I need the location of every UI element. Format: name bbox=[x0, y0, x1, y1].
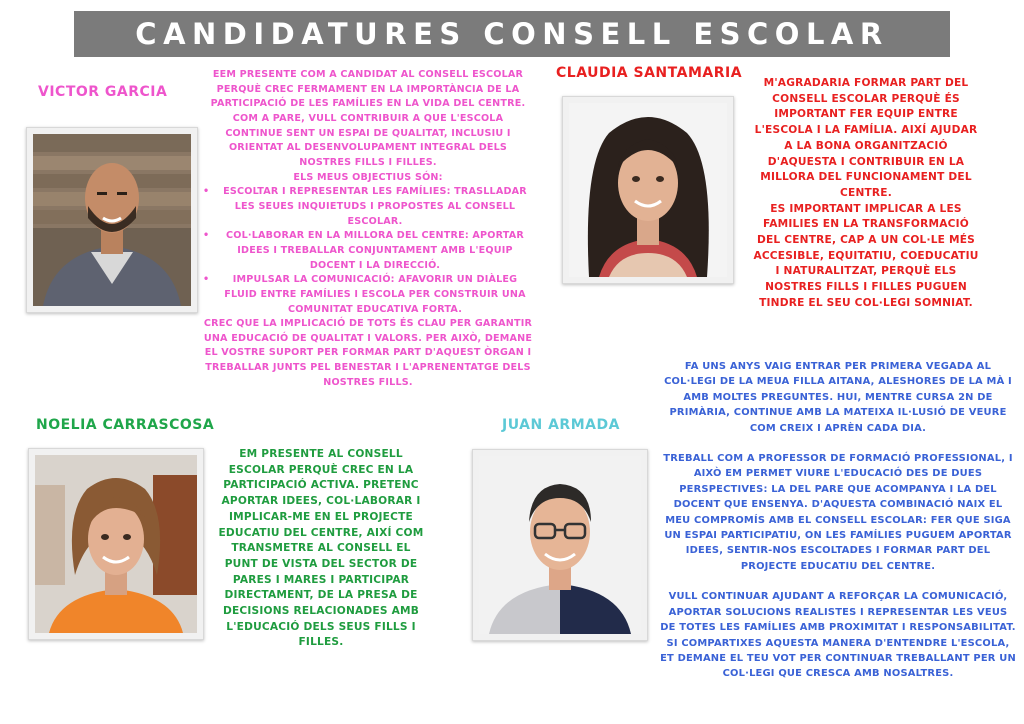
juan-paragraph-1: FA UNS ANYS VAIG ENTRAR PER PRIMERA VEGADA AL COL·LEGI DE LA MEUA FILLA AITANA, ALESHORES DE LA MÀ I AMB MOLTES PREGUNTES. HUI, MENTRE CURSA 2N DE PRIMÀRIA, CONTINUE AMB LA MATEIXA IL·LUSIÓ DE VEURE COM CREIX I APRÈN CADA DIA. bbox=[664, 361, 1012, 434]
bullet-icon: • bbox=[203, 186, 210, 198]
juan-paragraph-3: VULL CONTINUAR AJUDANT A REFORÇAR LA COMUNICACIÓ, APORTAR SOLUCIONS REALISTES I REPRESENTAR LES VEUS DE TOTES LES FAMÍLIES AMB PROXIMITAT I RESPONSABILITAT. SI COMPARTIXES AQUESTA MANERA D'ENTENDRE L'ESCOLA, ET DEMANE EL TEU VOT PER CONTINUAR TREBALLANT PER UN COL·LEGI QUE CRESCA AMB NOSALTRES. bbox=[660, 591, 1016, 680]
victor-objectives-list bbox=[203, 185, 533, 317]
victor-objectives-heading: ELS MEUS OBJECTIUS SÓN: bbox=[293, 171, 443, 183]
list-item: • ESCOLTAR I REPRESENTAR LES FAMÍLIES: TRASLLADAR LES SEUES INQUIETUDS I PROPOSTES AL CONSELL ESCOLAR. bbox=[203, 186, 527, 227]
photo-victor bbox=[26, 127, 198, 313]
candidate-name-victor: VICTOR GARCIA bbox=[38, 84, 168, 100]
bullet-icon: • bbox=[203, 274, 210, 286]
bullet-icon: • bbox=[203, 230, 210, 242]
photo-claudia bbox=[562, 96, 734, 284]
page-title: CANDIDATURES CONSELL ESCOLAR bbox=[74, 11, 950, 57]
list-item: • IMPULSAR LA COMUNICACIÓ: AFAVORIR UN DIÀLEG FLUID ENTRE FAMÍLIES I ESCOLA PER CONSTRUIR UNA COMUNITAT EDUCATIVA FORTA. bbox=[203, 274, 526, 315]
candidate-text-victor bbox=[203, 68, 533, 390]
victor-closing: CREC QUE LA IMPLICACIÓ DE TOTS ÉS CLAU PER GARANTIR UNA EDUCACIÓ DE QUALITAT I VALORS. PER AIXÒ, DEMANE EL VOSTRE SUPORT PER FORMAR PART D'AQUEST ÒRGAN I TREBALLAR JUNTS PEL BENESTAR I L'APRENENTATGE DELS NOSTRES FILLS. bbox=[203, 318, 533, 388]
candidate-text-juan bbox=[660, 359, 1016, 682]
photo-noelia bbox=[28, 448, 204, 640]
candidate-text-noelia: EM PRESENTE AL CONSELL ESCOLAR PERQUÈ CREC EN LA PARTICIPACIÓ ACTIVA. PRETENC APORTAR IDEES, COL·LABORAR I IMPLICAR-ME EN EL PROJECTE EDUCATIU DEL CENTRE, AIXÍ COM TRANSMETRE AL CONSELL EL PUNT DE VISTA DEL SECTOR DE PARES I MARES I PARTICIPAR DIRECTAMENT, DE LA PRESA DE DECISIONS RELACIONADES AMB L'EDUCACIÓ DELS SEUS FILLS I FILLES. bbox=[218, 448, 424, 649]
victor-intro: EEM PRESENTE COM A CANDIDAT AL CONSELL ESCOLAR PERQUÈ CREC FERMAMENT EN LA IMPORTÀNCIA DE LA PARTICIPACIÓ DE LES FAMÍLIES EN LA VIDA DEL CENTRE. COM A PARE, VULL CONTRIBUIR A QUE L'ESCOLA CONTINUE SENT UN ESPAI DE QUALITAT, INCLUSIU I ORIENTAT AL DESENVOLUPAMENT INTEGRAL DELS NOSTRES FILLS I FILLES. bbox=[210, 69, 526, 168]
list-item: • COL·LABORAR EN LA MILLORA DEL CENTRE: APORTAR IDEES I TREBALLAR CONJUNTAMENT AMB L'EQUIP DOCENT I LA DIRECCIÓ. bbox=[203, 230, 525, 271]
candidate-name-claudia: CLAUDIA SANTAMARIA bbox=[556, 65, 743, 81]
juan-paragraph-2: TREBALL COM A PROFESSOR DE FORMACIÓ PROFESSIONAL, I AIXÒ EM PERMET VIURE L'EDUCACIÓ DES DE DUES PERSPECTIVES: LA DEL PARE QUE ACOMPANYA I LA DEL DOCENT QUE ENSENYA. D'AQUESTA COMBINACIÓ NAIX EL MEU COMPROMÍS AMB EL CONSELL ESCOLAR: FER QUE SIGA UN ESPAI PARTICIPATIU, ON LES FAMÍLIES PUGUEM APORTAR IDEES, SENTIR-NOS ESCOLTADES I FORMAR PART DEL PROJECTE EDUCATIU DEL CENTRE. bbox=[663, 453, 1013, 572]
photo-juan bbox=[472, 449, 648, 641]
candidate-name-noelia: NOELIA CARRASCOSA bbox=[36, 417, 215, 433]
claudia-paragraph-1: M'AGRADARIA FORMAR PART DEL CONSELL ESCOLAR PERQUÈ ÉS IMPORTANT FER EQUIP ENTRE L'ESCOLA I LA FAMÍLIA. AIXÍ AJUDAR A LA BONA ORGANITZACIÓ D'AQUESTA I CONTRIBUIR EN LA MILLORA DEL FUNCIONAMENT DEL CENTRE. bbox=[754, 77, 978, 199]
claudia-paragraph-2: ES IMPORTANT IMPLICAR A LES FAMILIES EN LA TRANSFORMACIÓ DEL CENTRE, CAP A UN COL·LE MÉS ACCESIBLE, EQUITATIU, COEDUCATIU I NATURALITZAT, PERQUÈ ELS NOSTRES FILLS I FILLES PUGUEN TINDRE EL SEU COL·LEGI SOMNIAT. bbox=[753, 202, 979, 309]
candidate-name-juan: JUAN ARMADA bbox=[502, 417, 620, 433]
candidate-text-claudia bbox=[750, 76, 982, 312]
